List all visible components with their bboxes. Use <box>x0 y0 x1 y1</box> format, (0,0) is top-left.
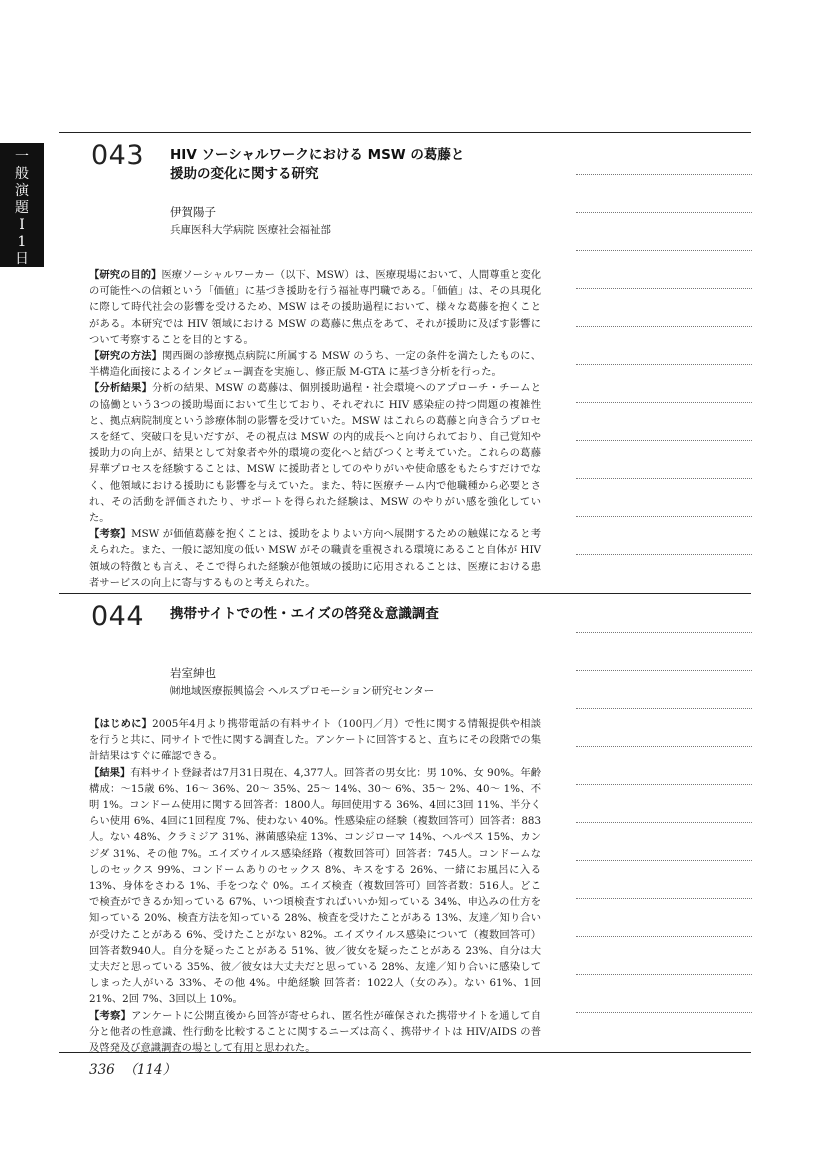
section-text: 関西圏の診療拠点病院に所属する MSW のうち、一定の条件を満たしたものに、半構造化面接によるインタビュー調査を実施し、修正版 M-GTA に基づき分析を行った。 <box>89 350 541 379</box>
page-number <box>89 1058 176 1078</box>
abstract-paragraph <box>89 765 541 1008</box>
section-heading: 【結果】 <box>89 766 131 779</box>
side-tab-char: 題 <box>15 200 29 216</box>
abstract-paragraph <box>89 380 541 526</box>
notes-line <box>576 516 752 517</box>
section-text: 分析の結果、MSW の葛藤は、個別援助過程・社会環境へのアプローチ・チームとの協働という3つの援助場面において生じており、それぞれに HIV 感染症の持つ問題の複雑性と、拠点病院制度という診療体制の影響を受けていた。MSW はこれらの葛藤と向き合うプロセスを経て、突破口を見いだすが、その視点は MSW の内的成長へと向けられており、自己覚知や援助力の向上が、結果として対象者や外的環境の変化へと結びつくと考えていた。これらの葛藤昇華プロセスを経験することは、MSW に援助者としてのやりがいや使命感をもたらすだけでなく、他領域における援助にも影響を与えていた。また、特に医療チーム内で他職種から必要とされ、その活動を評価されたり、サポートを得られた経験は、MSW のやりがい感を強化していた。 <box>89 382 542 525</box>
author-name: 岩室紳也 <box>170 666 216 680</box>
notes-line <box>576 478 752 479</box>
section-text: アンケートに公開直後から回答が寄せられ、匿名性が確保された携帯サイトを通して自分と他者の性意識、性行動を比較することに関するニーズは高く、携帯サイトは HIV/AIDS の普及啓発及び意識調査の場として有用と思われた。 <box>89 1009 542 1055</box>
section-text: 有料サイト登録者は7月31日現在、4,377人。回答者の男女比：男 10%、女 90%。年齢構成：～15歳 6%、16～ 36%、20～ 35%、25～ 14%、30～ 6%、35～ 2%、40～ 1%、不明 1%。コンドーム使用に関する回答者：1800人。毎回使用する 36%、4回に3回 11%、半分くらい使用 6%、4回に1回程度 7%、使わない 40%。性感染症の経験（複数回答可）回答者：883人。ない 48%、クラミジア 31%、淋菌感染症 13%、コンジローマ 14%、ヘルペス 15%、カンジダ 31%、その他 7%。エイズウイルス感染経路（複数回答可）回答者：745人。コンドームなしのセックス 99%、コンドームありのセックス 8%、キスをする 26%、一緒にお風呂に入る 13%、身体をさわる 1%、手をつなぐ 0%。エイズ検査（複数回答可）回答者数：516人。どこで検査ができるか知っている 67%、いつ頃検査すればいいか知っている 34%、申込みの仕方を知っている 20%、検査方法を知っている 28%、検査を受けたことがある 13%、友達／知り合いが受けたことがある 6%、受けたことがない 82%。エイズウイルス感染について（複数回答可）回答者数940人。自分を疑ったことがある 51%、彼／彼女を疑ったことがある 23%、自分は大丈夫だと思っている 35%、彼／彼女は大丈夫だと思っている 28%、友達／知り合いに感染してしまった人がいる 33%、その他 4%。中絶経験 回答者：1022人（女のみ）。ない 61%、1回 21%、2回 7%、3回以上 10%。 <box>89 766 542 1006</box>
notes-line <box>576 974 752 975</box>
section-text: 医療ソーシャルワーカー（以下、MSW）は、医療現場において、人間尊重と変化の可能性への信頼という「価値」に基づき援助を行う福祉専門職である。「価値」は、その具現化に際して時代社会の影響を受けるため、MSW はその援助過程において、様々な葛藤を抱くことがある。本研究では HIV 領域における MSW の葛藤に焦点をあて、それが援助に及ぼす影響について考察することを目的とする。 <box>89 269 541 346</box>
title-line: HIV ソーシャルワークにおける MSW の葛藤と <box>170 147 465 163</box>
side-tab-char: 一 <box>15 149 29 165</box>
notes-line <box>576 822 752 823</box>
abstract-number: 044 <box>91 601 145 632</box>
notes-line <box>576 364 752 365</box>
notes-line <box>576 288 752 289</box>
section-heading: 【はじめに】 <box>89 718 153 730</box>
abstract-paragraph <box>89 348 541 380</box>
abstract-paragraph <box>89 1008 541 1057</box>
notes-line <box>576 784 752 785</box>
author-name: 伊賀陽子 <box>170 205 216 219</box>
notes-line <box>576 708 752 709</box>
notes-line <box>576 1012 752 1013</box>
abstract-body <box>89 267 541 591</box>
middle-divider <box>59 593 751 594</box>
section-heading: 【研究の方法】 <box>89 350 162 363</box>
notes-line <box>576 898 752 899</box>
page-number-sub: （114） <box>123 1062 177 1078</box>
section-heading: 【分析結果】 <box>89 382 153 395</box>
abstract-number: 043 <box>91 140 145 171</box>
title-line: 援助の変化に関する研究 <box>170 166 319 182</box>
author-affiliation: ㈶地域医療振興協会 ヘルスプロモーション研究センター <box>170 685 435 697</box>
page-number-main: 336 <box>89 1062 115 1078</box>
notes-line <box>576 440 752 441</box>
side-tab-char: 1 <box>17 234 27 250</box>
notes-line <box>576 632 752 633</box>
section-text: 2005年4月より携帯電話の有料サイト（100円／月）で性に関する情報提供や相談を行うと共に、同サイトで性に関する調査した。アンケートに回答すると、直ちにその段階での集計結果はすぐに確認できる。 <box>89 718 542 763</box>
abstract-title <box>170 605 439 624</box>
side-tab-char: 演 <box>15 183 29 199</box>
author-affiliation: 兵庫医科大学病院 医療社会福祉部 <box>170 224 331 236</box>
notes-line <box>576 746 752 747</box>
section-heading: 【研究の目的】 <box>89 269 162 281</box>
notes-line <box>576 402 752 403</box>
side-tab-char: Ⅰ <box>19 217 25 233</box>
notes-line <box>576 326 752 327</box>
notes-line <box>576 860 752 861</box>
section-heading: 【考察】 <box>89 1009 132 1022</box>
section-heading: 【考察】 <box>89 528 132 541</box>
notes-line <box>576 250 752 251</box>
notes-line <box>576 174 752 175</box>
abstract-paragraph <box>89 267 541 348</box>
abstract-body <box>89 716 541 1056</box>
side-tab-char: 日 <box>15 251 29 267</box>
section-text: MSW が価値葛藤を抱くことは、援助をよりよい方向へ展開するための触媒になると考えられた。また、一般に認知度の低い MSW がその職責を重視される環境にあること自体が HIV 領域の特徴とも言え、そこで得られた経験が他領域の援助に応用されることは、医療における患者サービスの向上に寄与するものと考えられた。 <box>89 528 542 589</box>
abstract-paragraph <box>89 526 541 591</box>
abstract-title <box>170 146 464 184</box>
notes-line <box>576 212 752 213</box>
notes-line <box>576 670 752 671</box>
title-line: 携帯サイトでの性・エイズの啓発＆意識調査 <box>170 606 439 622</box>
abstract-paragraph <box>89 716 541 765</box>
notes-line <box>576 936 752 937</box>
side-tab-char: 般 <box>15 166 29 182</box>
top-divider <box>59 132 751 133</box>
notes-line <box>576 554 752 555</box>
section-side-tab <box>0 143 44 267</box>
